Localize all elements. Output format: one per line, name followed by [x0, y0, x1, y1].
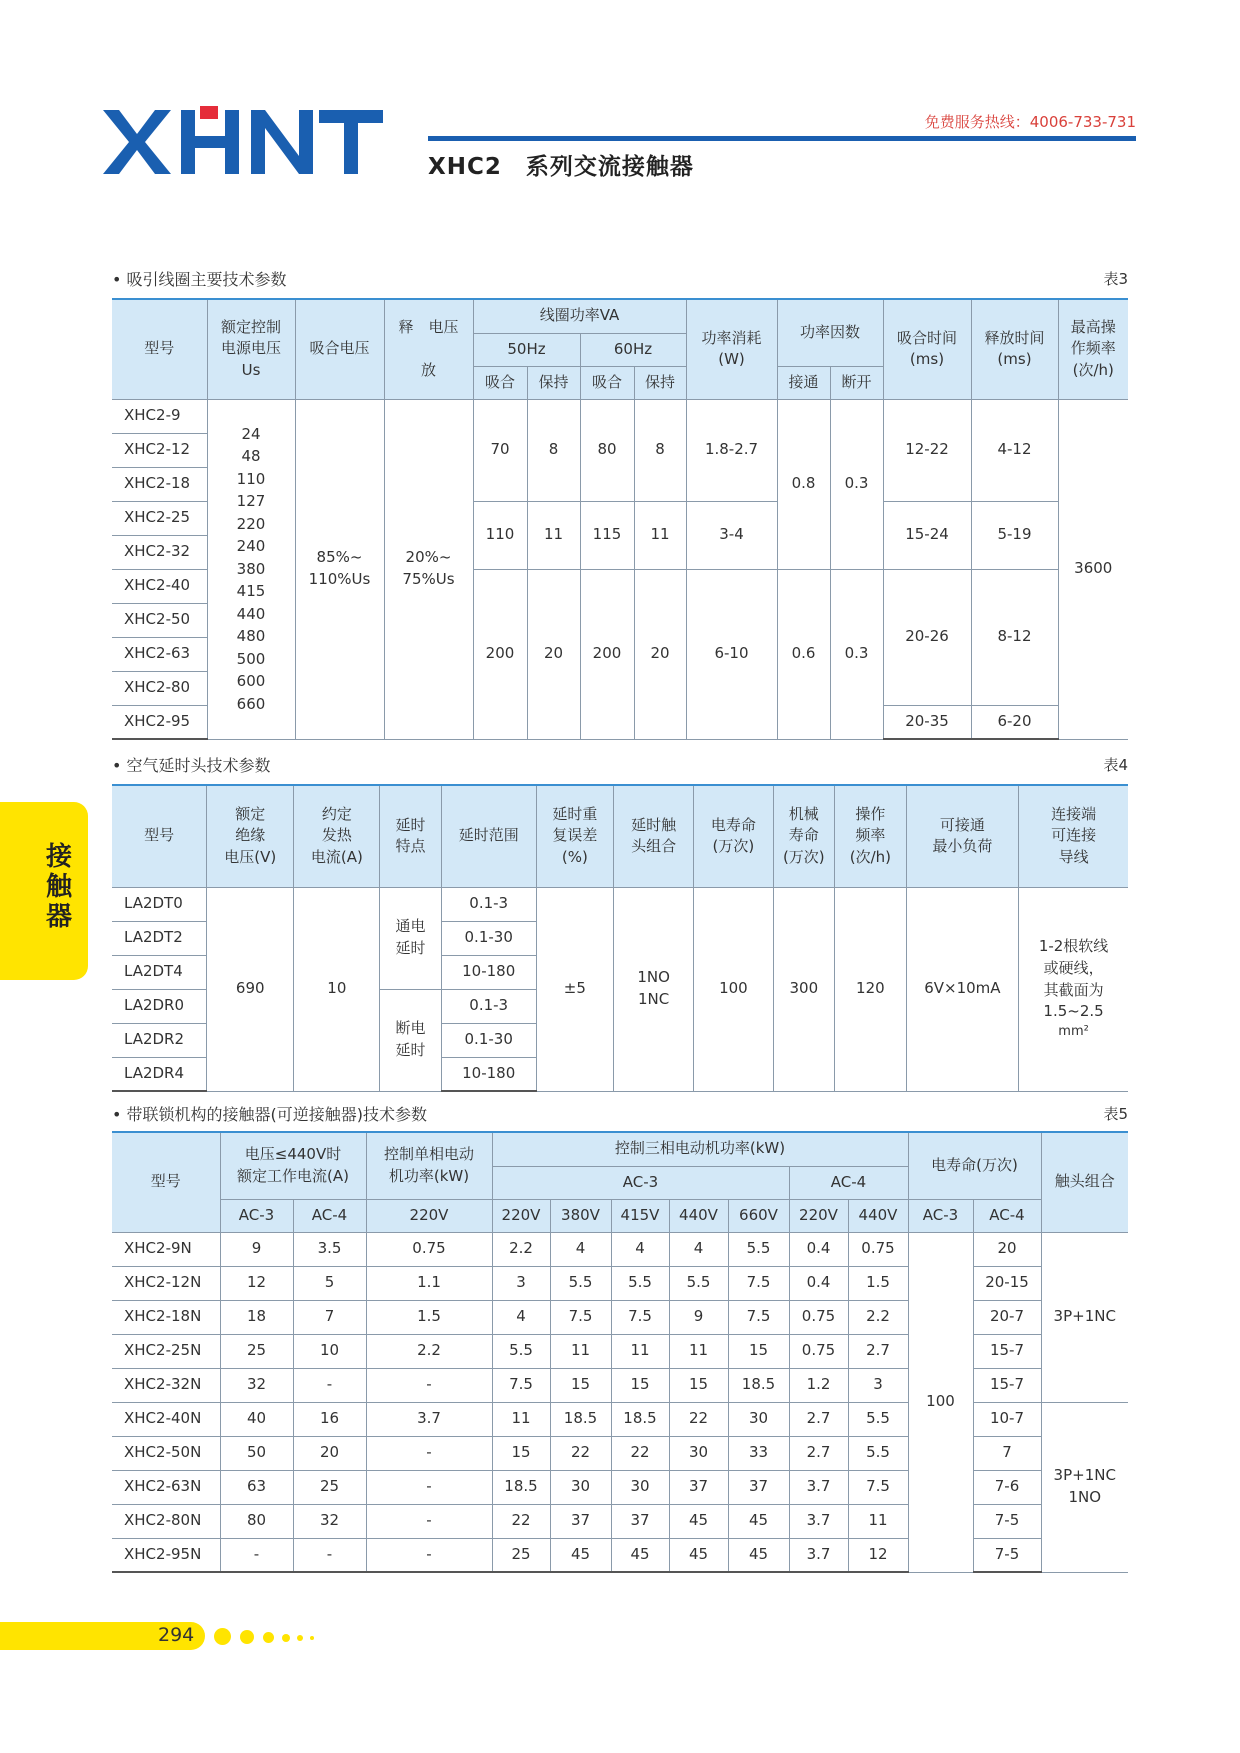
ac3-415v: 37	[611, 1504, 669, 1538]
col-release-time: 释放时间 (ms)	[971, 299, 1058, 399]
model-cell: XHC2-25N	[112, 1334, 220, 1368]
current-ac3: 9	[220, 1232, 293, 1266]
ac3-380v: 22	[550, 1436, 611, 1470]
model-cell: XHC2-80	[112, 671, 207, 705]
current-ac4: 16	[293, 1402, 366, 1436]
ac3-660v: 45	[728, 1538, 789, 1572]
g2-release-time: 5-19	[971, 501, 1058, 569]
col-single-220v: 220V	[366, 1199, 492, 1232]
ac3-220v: 7.5	[492, 1368, 550, 1402]
g2-absorb-60: 115	[580, 501, 634, 569]
footer-dot	[263, 1632, 274, 1643]
ac3-440v: 45	[669, 1538, 728, 1572]
g1-hold-50: 8	[527, 399, 580, 501]
g3-hold-50: 20	[527, 569, 580, 739]
ac4-440v: 3	[848, 1368, 908, 1402]
model-cell: LA2DR0	[112, 989, 207, 1023]
ac3-440v: 15	[669, 1368, 728, 1402]
header-rule	[428, 136, 1136, 141]
ac4-440v: 5.5	[848, 1436, 908, 1470]
col-min-load: 可接通 最小负荷	[906, 785, 1018, 887]
model-cell: LA2DR2	[112, 1023, 207, 1057]
current-ac4: 3.5	[293, 1232, 366, 1266]
g4-release-time: 6-20	[971, 705, 1058, 739]
footer-dot	[214, 1628, 231, 1645]
ac3-220v: 3	[492, 1266, 550, 1300]
ac3-220v: 11	[492, 1402, 550, 1436]
col-60hz-hold: 保持	[634, 366, 686, 399]
model-cell: XHC2-32N	[112, 1368, 220, 1402]
electrical-life-ac3: 100	[908, 1232, 973, 1572]
delay-range: 10-180	[441, 1057, 536, 1091]
col-model: 型号	[112, 1132, 220, 1232]
g2-hold-50: 11	[527, 501, 580, 569]
model-cell: XHC2-40N	[112, 1402, 220, 1436]
col-delay-range: 延时范围	[441, 785, 536, 887]
g2-pickup-time: 15-24	[883, 501, 971, 569]
current-ac3: 12	[220, 1266, 293, 1300]
wire-spec	[1019, 887, 1128, 1091]
single-phase-220v: 3.7	[366, 1402, 492, 1436]
ac3-380v: 4	[550, 1232, 611, 1266]
model-cell: XHC2-80N	[112, 1504, 220, 1538]
electrical-life-ac4: 7-5	[973, 1538, 1041, 1572]
electrical-life-ac4: 7-5	[973, 1504, 1041, 1538]
ac4-220v: 3.7	[789, 1538, 848, 1572]
col-single-phase: 控制单相电动 机功率(kW)	[366, 1132, 492, 1199]
current-ac4: -	[293, 1368, 366, 1402]
current-ac4: 5	[293, 1266, 366, 1300]
electrical-life-ac4: 15-7	[973, 1368, 1041, 1402]
model-cell: XHC2-40	[112, 569, 207, 603]
mechanical-life: 300	[773, 887, 835, 1091]
table5-tag: 表5	[1103, 1105, 1128, 1123]
col-model: 型号	[112, 299, 207, 399]
service-hotline: 免费服务热线：4006-733-731	[924, 113, 1136, 131]
single-phase-220v: 0.75	[366, 1232, 492, 1266]
on-delay: 通电 延时	[380, 887, 441, 989]
current-ac3: 32	[220, 1368, 293, 1402]
col-pickup-time: 吸合时间 (ms)	[883, 299, 971, 399]
ac4-220v: 0.75	[789, 1334, 848, 1368]
model-cell: XHC2-12	[112, 433, 207, 467]
electrical-life-ac4: 20-15	[973, 1266, 1041, 1300]
col-ac3-440v: 440V	[669, 1199, 728, 1232]
g3-absorb-50: 200	[473, 569, 527, 739]
col-three-ac4: AC-4	[789, 1166, 908, 1199]
col-life-ac4: AC-4	[973, 1199, 1041, 1232]
model-cell: XHC2-12N	[112, 1266, 220, 1300]
col-mech-life: 机械 寿命 (万次)	[773, 785, 835, 887]
current-ac3: 63	[220, 1470, 293, 1504]
ac3-660v: 7.5	[728, 1266, 789, 1300]
col-60hz: 60Hz	[580, 333, 686, 366]
g3-release-time: 8-12	[971, 569, 1058, 705]
model-cell: XHC2-50	[112, 603, 207, 637]
model-cell: LA2DR4	[112, 1057, 207, 1091]
wire-spec-unit: mm²	[1058, 1024, 1089, 1040]
ac3-660v: 7.5	[728, 1300, 789, 1334]
current-ac3: 25	[220, 1334, 293, 1368]
delay-range: 0.1-30	[441, 1023, 536, 1057]
ac3-440v: 22	[669, 1402, 728, 1436]
ac4-440v: 2.2	[848, 1300, 908, 1334]
ac3-415v: 11	[611, 1334, 669, 1368]
col-life-ac3: AC-3	[908, 1199, 973, 1232]
ac3-415v: 45	[611, 1538, 669, 1572]
ac3-380v: 11	[550, 1334, 611, 1368]
model-cell: LA2DT4	[112, 955, 207, 989]
electrical-life-ac4: 15-7	[973, 1334, 1041, 1368]
time-delay-head-table	[112, 784, 1128, 1092]
ac3-415v: 30	[611, 1470, 669, 1504]
col-power-factor: 功率因数	[777, 299, 883, 366]
model-cell: XHC2-95	[112, 705, 207, 739]
ac3-415v: 15	[611, 1368, 669, 1402]
current-ac4: 7	[293, 1300, 366, 1334]
col-ac4-220v: 220V	[789, 1199, 848, 1232]
model-cell: XHC2-9	[112, 399, 207, 433]
ac3-220v: 22	[492, 1504, 550, 1538]
col-consumption: 功率消耗 (W)	[686, 299, 777, 399]
current-ac4: 32	[293, 1504, 366, 1538]
ac4-440v: 0.75	[848, 1232, 908, 1266]
ac3-440v: 30	[669, 1436, 728, 1470]
ac3-415v: 7.5	[611, 1300, 669, 1334]
ac3-660v: 45	[728, 1504, 789, 1538]
footer-dot	[297, 1635, 303, 1641]
col-thermal-current: 约定 发热 电流(A)	[294, 785, 380, 887]
current-ac4: 25	[293, 1470, 366, 1504]
ac3-380v: 15	[550, 1368, 611, 1402]
ac3-440v: 11	[669, 1334, 728, 1368]
table4-tag: 表4	[1103, 756, 1128, 774]
ac4-440v: 1.5	[848, 1266, 908, 1300]
ac3-220v: 15	[492, 1436, 550, 1470]
ac4-440v: 2.7	[848, 1334, 908, 1368]
operating-frequency: 120	[835, 887, 907, 1091]
electrical-life: 100	[694, 887, 773, 1091]
col-delay-feature: 延时 特点	[380, 785, 441, 887]
section-tab-label: 接触器	[46, 842, 73, 932]
col-release: 释 电压 放	[384, 299, 473, 399]
ac3-440v: 9	[669, 1300, 728, 1334]
model-cell: XHC2-9N	[112, 1232, 220, 1266]
g1-hold-60: 8	[634, 399, 686, 501]
pf2-off: 0.3	[830, 569, 883, 739]
col-coil-power: 线圈功率VA	[473, 299, 686, 333]
ac4-220v: 3.7	[789, 1504, 848, 1538]
col-us: 额定控制 电源电压 Us	[207, 299, 295, 399]
current-ac3: -	[220, 1538, 293, 1572]
ac4-220v: 1.2	[789, 1368, 848, 1402]
ac3-415v: 18.5	[611, 1402, 669, 1436]
ac3-440v: 45	[669, 1504, 728, 1538]
g3-hold-60: 20	[634, 569, 686, 739]
electrical-life-ac4: 20-7	[973, 1300, 1041, 1334]
footer-dot	[310, 1636, 314, 1640]
repeat-error: ±5	[536, 887, 613, 1091]
g3-pickup-time: 20-26	[883, 569, 971, 705]
g1-absorb-60: 80	[580, 399, 634, 501]
model-cell: XHC2-32	[112, 535, 207, 569]
xhnt-logo	[103, 106, 383, 178]
page-title	[428, 148, 718, 181]
col-pickup: 吸合电压	[295, 299, 384, 399]
single-phase-220v: -	[366, 1538, 492, 1572]
ac4-220v: 2.7	[789, 1436, 848, 1470]
col-current-ac4: AC-4	[293, 1199, 366, 1232]
g2-hold-60: 11	[634, 501, 686, 569]
footer-dot	[282, 1634, 290, 1642]
ac4-440v: 7.5	[848, 1470, 908, 1504]
g1-absorb-50: 70	[473, 399, 527, 501]
pickup-voltage: 85%~ 110%Us	[295, 399, 384, 739]
ac4-220v: 0.4	[789, 1232, 848, 1266]
ac3-220v: 4	[492, 1300, 550, 1334]
ac3-220v: 5.5	[492, 1334, 550, 1368]
col-op-frequency: 操作 频率 (次/h)	[835, 785, 907, 887]
ac3-220v: 25	[492, 1538, 550, 1572]
contact-combination: 3P+1NC	[1041, 1232, 1128, 1402]
series-title: 系列交流接触器	[525, 154, 694, 180]
delay-range: 0.1-3	[441, 989, 536, 1023]
col-60hz-absorb: 吸合	[580, 366, 634, 399]
table3-tag: 表3	[1103, 270, 1128, 288]
g1-pickup-time: 12-22	[883, 399, 971, 501]
page-number: 294	[158, 1624, 195, 1646]
col-wire: 连接端 可连接 导线	[1019, 785, 1128, 887]
col-ac3-380v: 380V	[550, 1199, 611, 1232]
ac3-415v: 5.5	[611, 1266, 669, 1300]
col-contact: 延时触 头组合	[613, 785, 693, 887]
electrical-life-ac4: 7	[973, 1436, 1041, 1470]
col-ac3-415v: 415V	[611, 1199, 669, 1232]
pf1-on: 0.8	[777, 399, 830, 569]
col-repeat-error: 延时重 复误差 (%)	[536, 785, 613, 887]
ac3-660v: 30	[728, 1402, 789, 1436]
us-values: 24 48 110 127 220 240 380 415 440 480 500 600 660	[207, 399, 295, 739]
ac3-380v: 30	[550, 1470, 611, 1504]
single-phase-220v: -	[366, 1470, 492, 1504]
footer-dot	[240, 1630, 254, 1644]
ac4-440v: 5.5	[848, 1402, 908, 1436]
col-50hz-absorb: 吸合	[473, 366, 527, 399]
ac3-660v: 5.5	[728, 1232, 789, 1266]
ac3-440v: 4	[669, 1232, 728, 1266]
ac3-660v: 37	[728, 1470, 789, 1504]
col-50hz-hold: 保持	[527, 366, 580, 399]
col-electrical-life: 电寿命(万次)	[908, 1132, 1041, 1199]
model-cell: LA2DT2	[112, 921, 207, 955]
g2-consumption: 3-4	[686, 501, 777, 569]
col-max-frequency: 最高操 作频率 (次/h)	[1058, 299, 1128, 399]
model-cell: XHC2-50N	[112, 1436, 220, 1470]
ac3-440v: 5.5	[669, 1266, 728, 1300]
col-elec-life: 电寿命 (万次)	[694, 785, 773, 887]
col-ac3-220v: 220V	[492, 1199, 550, 1232]
current-ac4: 20	[293, 1436, 366, 1470]
single-phase-220v: 1.1	[366, 1266, 492, 1300]
contact-combination: 3P+1NC 1NO	[1041, 1402, 1128, 1572]
current-ac3: 18	[220, 1300, 293, 1334]
ac3-380v: 5.5	[550, 1266, 611, 1300]
ac3-220v: 18.5	[492, 1470, 550, 1504]
ac4-440v: 12	[848, 1538, 908, 1572]
table3-heading: • 吸引线圈主要技术参数	[112, 270, 287, 289]
pf2-on: 0.6	[777, 569, 830, 739]
coil-parameters-table	[112, 298, 1128, 740]
col-contact-combination: 触头组合	[1041, 1132, 1128, 1232]
single-phase-220v: -	[366, 1504, 492, 1538]
pf1-off: 0.3	[830, 399, 883, 569]
ac3-380v: 7.5	[550, 1300, 611, 1334]
electrical-life-ac4: 20	[973, 1232, 1041, 1266]
model-cell: XHC2-95N	[112, 1538, 220, 1572]
thermal-current: 10	[294, 887, 380, 1091]
delay-range: 10-180	[441, 955, 536, 989]
col-50hz: 50Hz	[473, 333, 580, 366]
model-series: XHC2	[428, 154, 502, 180]
ac4-220v: 0.4	[789, 1266, 848, 1300]
model-cell: XHC2-25	[112, 501, 207, 535]
g3-absorb-60: 200	[580, 569, 634, 739]
section-tab	[0, 802, 88, 980]
ac3-380v: 37	[550, 1504, 611, 1538]
col-three-ac3: AC-3	[492, 1166, 789, 1199]
col-factor-off: 断开	[830, 366, 883, 399]
single-phase-220v: -	[366, 1368, 492, 1402]
ac4-220v: 0.75	[789, 1300, 848, 1334]
model-cell: XHC2-18	[112, 467, 207, 501]
col-model: 型号	[112, 785, 207, 887]
ac3-220v: 2.2	[492, 1232, 550, 1266]
ac4-220v: 3.7	[789, 1470, 848, 1504]
ac3-415v: 4	[611, 1232, 669, 1266]
current-ac3: 80	[220, 1504, 293, 1538]
ac4-220v: 2.7	[789, 1402, 848, 1436]
single-phase-220v: -	[366, 1436, 492, 1470]
ac3-415v: 22	[611, 1436, 669, 1470]
ac4-440v: 11	[848, 1504, 908, 1538]
current-ac3: 40	[220, 1402, 293, 1436]
current-ac4: 10	[293, 1334, 366, 1368]
table5-heading: • 带联锁机构的接触器(可逆接触器)技术参数	[112, 1105, 428, 1124]
g4-pickup-time: 20-35	[883, 705, 971, 739]
ac3-660v: 18.5	[728, 1368, 789, 1402]
wire-spec-text: 1-2根软线 或硬线， 其截面为 1.5~2.5	[1038, 937, 1109, 1021]
off-delay: 断电 延时	[380, 989, 441, 1091]
reversing-contactor-table	[112, 1131, 1128, 1573]
model-cell: LA2DT0	[112, 887, 207, 921]
electrical-life-ac4: 10-7	[973, 1402, 1041, 1436]
table4-heading: • 空气延时头技术参数	[112, 756, 271, 775]
col-ac3-660v: 660V	[728, 1199, 789, 1232]
col-factor-on: 接通	[777, 366, 830, 399]
minimum-load: 6V×10mA	[906, 887, 1018, 1091]
col-insulation: 额定 绝缘 电压(V)	[207, 785, 294, 887]
ac3-660v: 15	[728, 1334, 789, 1368]
delay-range: 0.1-3	[441, 887, 536, 921]
insulation-voltage: 690	[207, 887, 294, 1091]
ac3-380v: 45	[550, 1538, 611, 1572]
delay-range: 0.1-30	[441, 921, 536, 955]
contact-combination: 1NO 1NC	[613, 887, 693, 1091]
max-frequency: 3600	[1058, 399, 1128, 739]
ac3-660v: 33	[728, 1436, 789, 1470]
model-cell: XHC2-63	[112, 637, 207, 671]
col-rated-current: 电压≤440V时 额定工作电流(A)	[220, 1132, 366, 1199]
g1-consumption: 1.8-2.7	[686, 399, 777, 501]
current-ac3: 50	[220, 1436, 293, 1470]
model-cell: XHC2-63N	[112, 1470, 220, 1504]
ac3-380v: 18.5	[550, 1402, 611, 1436]
g2-absorb-50: 110	[473, 501, 527, 569]
current-ac4: -	[293, 1538, 366, 1572]
col-current-ac3: AC-3	[220, 1199, 293, 1232]
g3-consumption: 6-10	[686, 569, 777, 739]
electrical-life-ac4: 7-6	[973, 1470, 1041, 1504]
col-ac4-440v: 440V	[848, 1199, 908, 1232]
ac3-440v: 37	[669, 1470, 728, 1504]
g1-release-time: 4-12	[971, 399, 1058, 501]
single-phase-220v: 1.5	[366, 1300, 492, 1334]
single-phase-220v: 2.2	[366, 1334, 492, 1368]
model-cell: XHC2-18N	[112, 1300, 220, 1334]
col-three-phase: 控制三相电动机功率(kW)	[492, 1132, 908, 1166]
release-voltage: 20%~ 75%Us	[384, 399, 473, 739]
